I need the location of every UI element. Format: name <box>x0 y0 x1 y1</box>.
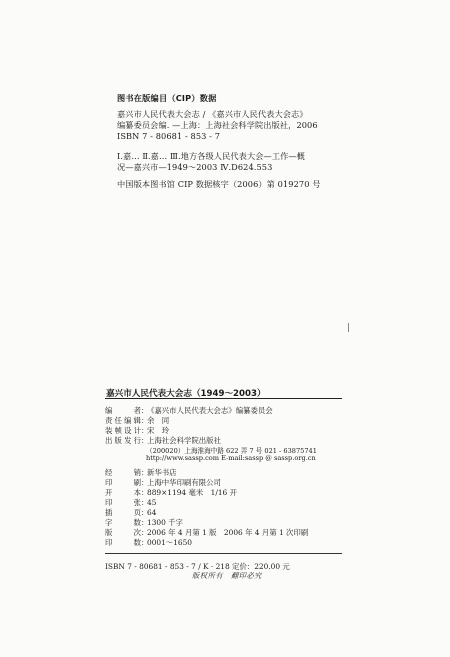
publisher-address: （200020）上海淮海中路 622 弄 7 号 021 - 63875741 <box>146 447 317 455</box>
colophon-row-word-count: 字 数：1300 千字 <box>105 518 183 527</box>
colophon-row-editor: 编 者：《嘉兴市人民代表大会志》编纂委员会 <box>105 406 273 415</box>
row-label: 责任编辑 <box>105 416 141 425</box>
row-value: 《嘉兴市人民代表大会志》编纂委员会 <box>147 406 273 415</box>
colophon-row-format: 开 本：889×1194 毫米 1/16 开 <box>105 488 237 497</box>
row-value: 新华书店 <box>147 468 177 477</box>
row-label: 字 数 <box>105 518 141 527</box>
row-label: 经 销 <box>105 468 141 477</box>
cip-line-5: 况—嘉兴市—1949～2003 Ⅳ.D624.553 <box>117 162 273 172</box>
colophon-row-print-run: 印 数：0001～1650 <box>105 538 193 547</box>
row-value: 0001～1650 <box>147 538 193 547</box>
bottom-rule <box>105 553 342 554</box>
row-value: 45 <box>147 498 157 507</box>
title-rule <box>105 398 342 399</box>
colophon-row-publisher: 出版发行：上海社会科学院出版社 <box>105 436 221 445</box>
row-label: 版 次 <box>105 528 141 537</box>
colophon-row-edition: 版 次：2006 年 4 月第 1 版 2006 年 4 月第 1 次印刷 <box>105 528 309 537</box>
cip-line-1: 嘉兴市人民代表大会志 / 《嘉兴市人民代表大会志》 <box>117 109 308 119</box>
row-label: 出版发行 <box>105 436 141 445</box>
row-label: 印 数 <box>105 538 141 547</box>
row-value: 1300 千字 <box>147 518 183 527</box>
row-label: 开 本 <box>105 488 141 497</box>
colophon-row-design: 装帧设计：宋 玲 <box>105 426 170 435</box>
row-value: 上海社会科学院出版社 <box>147 436 221 445</box>
row-value: 2006 年 4 月第 1 版 2006 年 4 月第 1 次印刷 <box>147 528 309 537</box>
colophon-row-responsible-editor: 责任编辑：余 同 <box>105 416 170 425</box>
cip-line-6: 中国版本图书馆 CIP 数据核字（2006）第 019270 号 <box>117 179 321 189</box>
row-label: 印 刷 <box>105 478 141 487</box>
publisher-web: http://www.sassp.com E-mail:sassp @ sassp.org.cn <box>146 454 316 462</box>
cip-line-2: 编纂委员会编. —上海：上海社会科学院出版社，2006 <box>117 120 318 130</box>
row-value: 余 同 <box>147 416 170 425</box>
colophon-row-sheets: 印 张：45 <box>105 498 157 507</box>
rights-notice: 版权所有 翻印必究 <box>192 571 263 580</box>
cip-heading: 图书在版编目（CIP）数据 <box>117 93 217 103</box>
row-value: 889×1194 毫米 1/16 开 <box>147 488 237 497</box>
row-label: 装帧设计 <box>105 426 141 435</box>
colophon-row-distributor: 经 销：新华书店 <box>105 468 177 477</box>
cip-line-3: ISBN 7 - 80681 - 853 - 7 <box>117 131 221 141</box>
row-label: 编 者 <box>105 406 141 415</box>
book-title: 嘉兴市人民代表大会志（1949～2003） <box>106 389 266 399</box>
colophon-row-inserts: 插 页：64 <box>105 508 157 517</box>
row-value: 上海中华印刷有限公司 <box>147 478 221 487</box>
row-label: 插 页 <box>105 508 141 517</box>
isbn-price: ISBN 7 - 80681 - 853 - 7 / K · 218 定价：220.00 元 <box>105 562 290 571</box>
row-label: 印 张 <box>105 498 141 507</box>
scan-mark <box>348 323 349 332</box>
row-value: 宋 玲 <box>147 426 170 435</box>
row-value: 64 <box>147 508 157 517</box>
cip-line-4: Ⅰ.嘉… Ⅱ.嘉… Ⅲ.地方各级人民代表大会—工作—概 <box>117 151 305 161</box>
colophon-row-printer: 印 刷：上海中华印刷有限公司 <box>105 478 221 487</box>
